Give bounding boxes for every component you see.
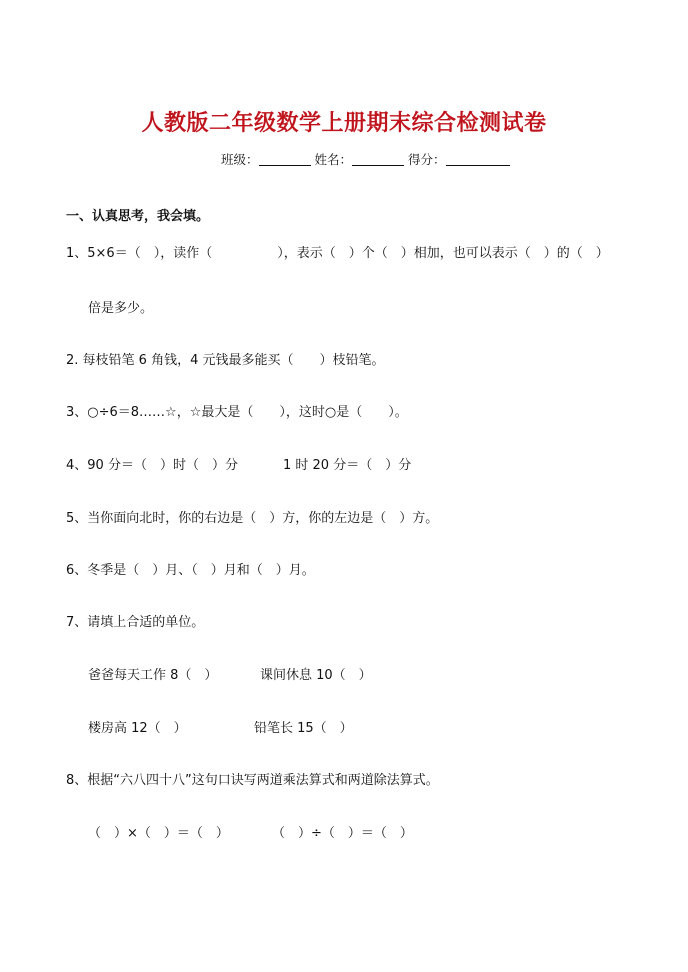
question-1-line-2: 倍是多少。: [88, 301, 154, 316]
class-label: 班级：: [221, 152, 259, 167]
question-7: 7、请填上合适的单位。: [66, 615, 205, 630]
class-blank: [259, 152, 311, 166]
question-8-multiplication: （ ）×（ ）＝（ ）: [88, 826, 229, 841]
student-info-line: [221, 150, 510, 168]
name-label: 姓名：: [314, 152, 353, 167]
question-1-line-1: 1、5×6＝（ ），读作（ ），表示（ ）个（ ）相加，也可以表示（ ）的（ ）: [66, 246, 609, 261]
question-4-part-b: 1 时 20 分＝（ ）分: [283, 458, 412, 473]
question-7-item-b: 课间休息 10（ ）: [260, 668, 372, 683]
question-8: 8、根据“六八四十八”这句口诀写两道乘法算式和两道除法算式。: [66, 773, 439, 788]
score-blank: [446, 152, 510, 166]
question-2: 2. 每枝铅笔 6 角钱，4 元钱最多能买（ ）枝铅笔。: [66, 353, 385, 368]
question-4-part-a: 4、90 分＝（ ）时（ ）分: [66, 458, 238, 473]
section-heading: 一、认真思考，我会填。: [66, 209, 210, 224]
question-7-item-d: 铅笔长 15（ ）: [254, 721, 353, 736]
page-title: 人教版二年级数学上册期末综合检测试卷: [141, 110, 547, 136]
question-8-division: （ ）÷（ ）＝（ ）: [272, 826, 413, 841]
question-3: 3、○÷6＝8……☆，☆最大是（ ），这时○是（ ）。: [66, 405, 408, 420]
name-blank: [352, 152, 404, 166]
score-label: 得分：: [408, 152, 446, 167]
question-5: 5、当你面向北时，你的右边是（ ）方，你的左边是（ ）方。: [66, 511, 439, 526]
question-6: 6、冬季是（ ）月、（ ）月和（ ）月。: [66, 563, 315, 578]
question-7-item-c: 楼房高 12（ ）: [88, 721, 187, 736]
question-7-item-a: 爸爸每天工作 8（ ）: [88, 668, 218, 683]
